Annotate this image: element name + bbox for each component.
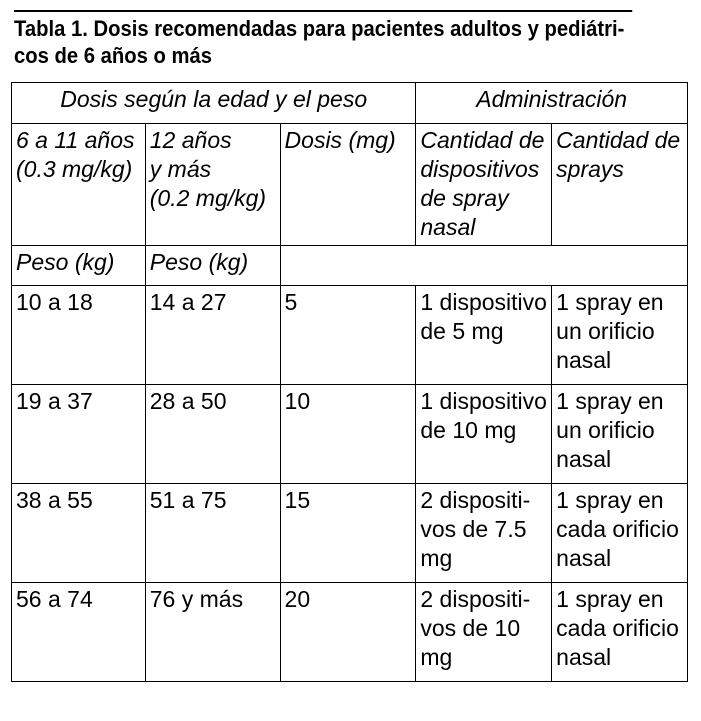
- cell-weight-12-plus: 28 a 50: [145, 385, 280, 484]
- col-header-12-plus-line: 12 años: [149, 127, 232, 153]
- table-row: [12, 583, 688, 682]
- col-header-devices-line: de spray: [420, 185, 509, 211]
- weight-header-12-plus: Peso (kg): [145, 246, 280, 286]
- cell-devices-line: de 10 mg: [420, 417, 517, 443]
- cell-devices-line: de 5 mg: [420, 318, 504, 344]
- col-header-sprays-line: Cantidad de: [556, 127, 681, 153]
- col-header-devices-line: nasal: [420, 214, 476, 240]
- cell-sprays-line: un orificio: [556, 318, 655, 344]
- dosage-table: [11, 82, 688, 682]
- cell-sprays: [552, 385, 688, 484]
- cell-weight-6-11: 56 a 74: [12, 583, 146, 682]
- cell-weight-6-11: 10 a 18: [12, 286, 146, 385]
- cell-devices-line: 2 dispositi-: [420, 487, 531, 513]
- cell-devices-line: 2 dispositi-: [420, 586, 531, 612]
- group-header-dose: Dosis según la edad y el peso: [12, 83, 416, 124]
- table-group-header-row: [12, 83, 688, 124]
- cell-sprays-line: 1 spray en: [556, 487, 664, 513]
- col-header-devices: [416, 124, 552, 246]
- table-column-header-row: [12, 124, 688, 246]
- cell-devices: [416, 385, 552, 484]
- cell-weight-6-11: 38 a 55: [12, 484, 146, 583]
- cell-dose: 5: [280, 286, 416, 385]
- table-title-line-1: Tabla 1. Dosis recomendadas para pacientes adultos y pediátri-: [14, 16, 625, 41]
- cell-sprays-line: nasal: [556, 347, 612, 373]
- cell-devices-line: vos de 7.5: [420, 516, 527, 542]
- cell-weight-12-plus: 14 a 27: [145, 286, 280, 385]
- weight-header-empty: [280, 246, 687, 286]
- cell-sprays-line: 1 spray en: [556, 586, 664, 612]
- cell-sprays-line: 1 spray en: [556, 289, 664, 315]
- cell-dose: 20: [280, 583, 416, 682]
- cell-dose: 15: [280, 484, 416, 583]
- cell-devices-line: mg: [420, 545, 453, 571]
- cell-sprays-line: nasal: [556, 446, 612, 472]
- cell-devices-line: mg: [420, 644, 453, 670]
- table-weight-header-row: [12, 246, 688, 286]
- cell-devices-line: 1 dispositivo: [420, 388, 547, 414]
- table-title-line-2: cos de 6 años o más: [14, 43, 212, 68]
- cell-devices: [416, 484, 552, 583]
- col-header-6-11-line: (0.3 mg/kg): [16, 156, 133, 182]
- cell-weight-12-plus: 76 y más: [145, 583, 280, 682]
- cell-weight-12-plus: 51 a 75: [145, 484, 280, 583]
- col-header-dose-mg: Dosis (mg): [280, 124, 416, 246]
- weight-header-6-11: Peso (kg): [12, 246, 146, 286]
- cell-sprays-line: un orificio: [556, 417, 655, 443]
- table-title: [14, 10, 632, 69]
- col-header-sprays: [552, 124, 688, 246]
- cell-devices: [416, 286, 552, 385]
- cell-sprays-line: cada orificio: [556, 615, 679, 641]
- col-header-devices-line: dispositivos: [420, 156, 540, 182]
- group-header-administration: Administración: [416, 83, 688, 124]
- col-header-12-plus-line: y más: [149, 156, 212, 182]
- cell-sprays: [552, 484, 688, 583]
- cell-devices-line: 1 dispositivo: [420, 289, 547, 315]
- cell-sprays-line: 1 spray en: [556, 388, 664, 414]
- col-header-12-plus: [145, 124, 280, 246]
- col-header-12-plus-line: (0.2 mg/kg): [149, 185, 267, 211]
- col-header-devices-line: Cantidad de: [420, 127, 545, 153]
- col-header-6-11: [12, 124, 146, 246]
- col-header-6-11-line: 6 a 11 años: [16, 127, 135, 153]
- cell-dose: 10: [280, 385, 416, 484]
- cell-devices: [416, 583, 552, 682]
- col-header-sprays-line: sprays: [556, 156, 624, 182]
- table-row: [12, 484, 688, 583]
- cell-sprays-line: nasal: [556, 644, 612, 670]
- table-row: [12, 286, 688, 385]
- cell-sprays-line: cada orificio: [556, 516, 679, 542]
- cell-devices-line: vos de 10: [420, 615, 521, 641]
- cell-weight-6-11: 19 a 37: [12, 385, 146, 484]
- cell-sprays-line: nasal: [556, 545, 612, 571]
- cell-sprays: [552, 286, 688, 385]
- table-row: [12, 385, 688, 484]
- cell-sprays: [552, 583, 688, 682]
